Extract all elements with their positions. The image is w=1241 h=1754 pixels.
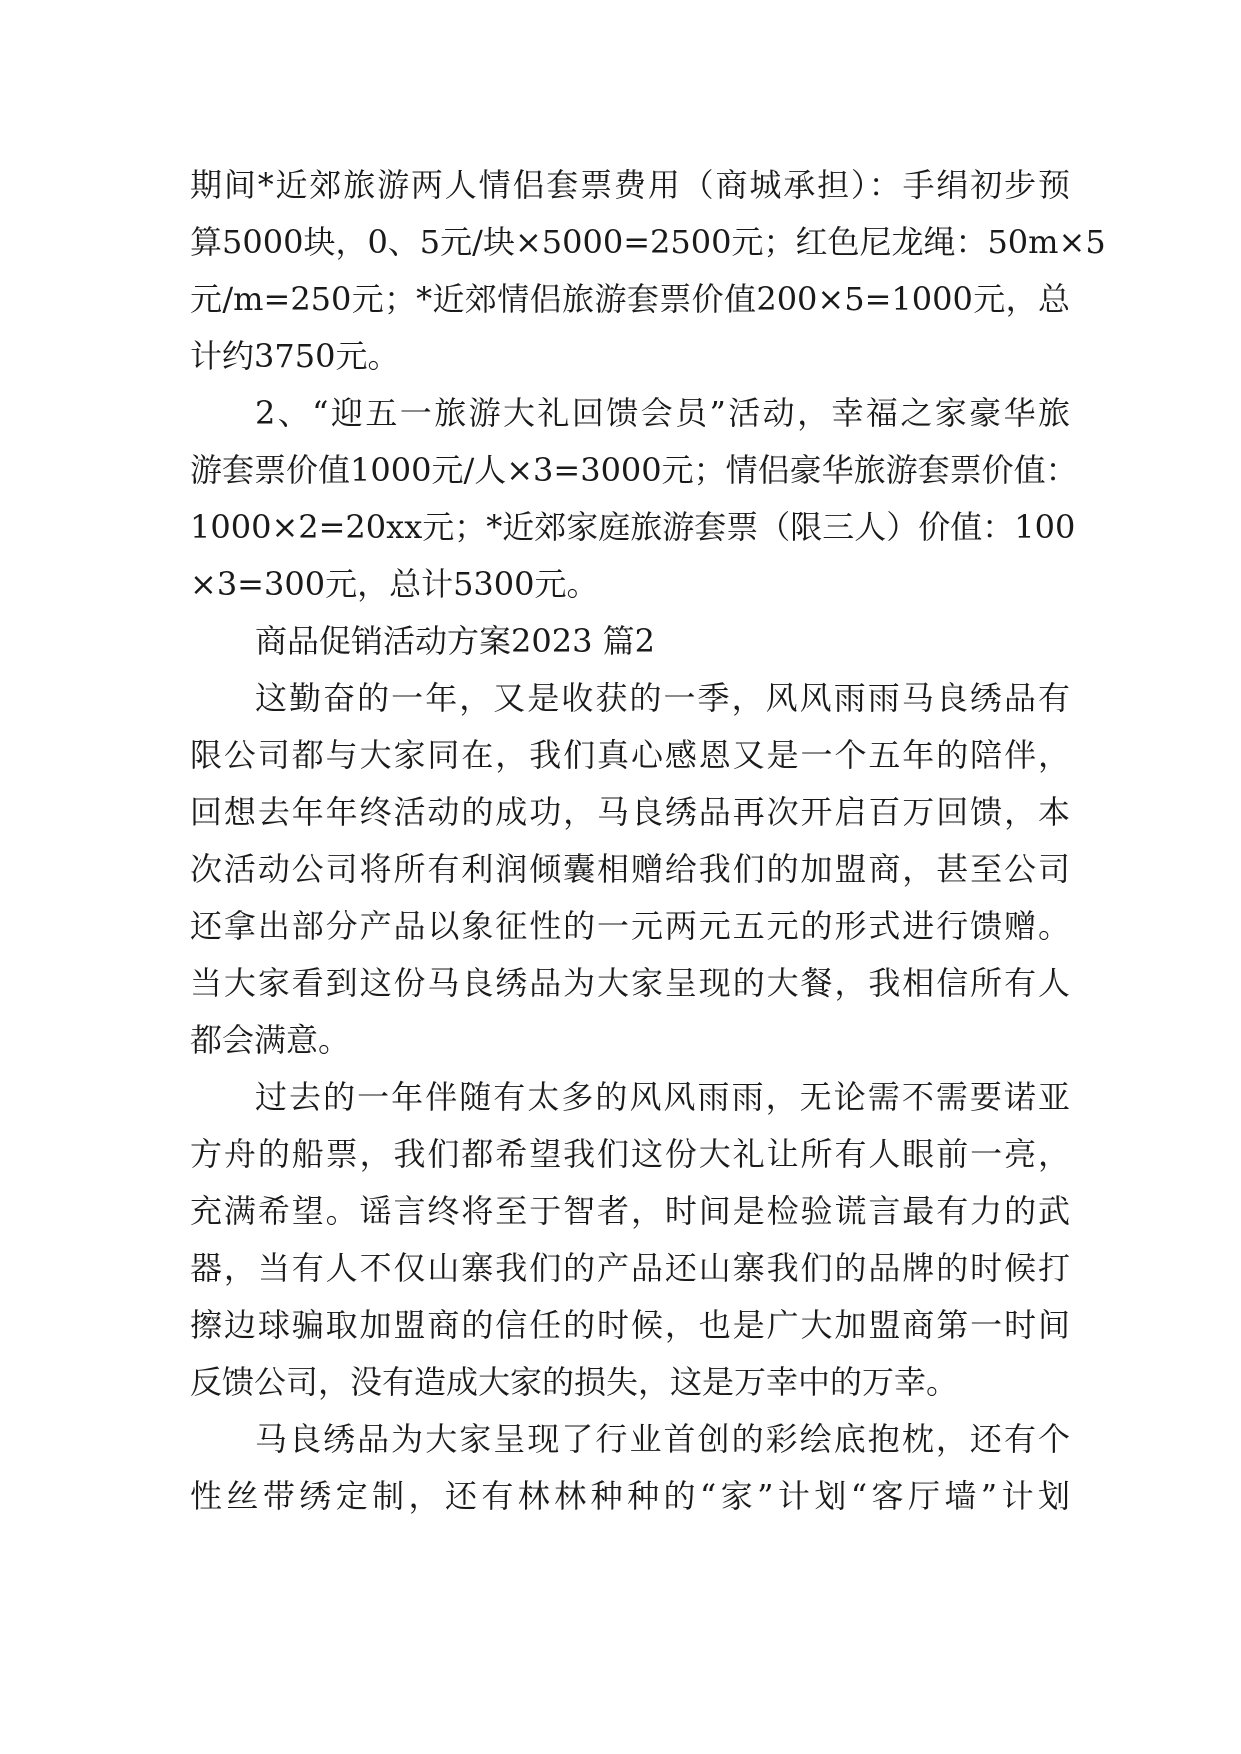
text-line: 这勤奋的一年，又是收获的一季，风风雨雨马良绣品有 xyxy=(255,679,1070,717)
text-line: 方舟的船票，我们都希望我们这份大礼让所有人眼前一亮， xyxy=(190,1135,1070,1173)
text-line: 游套票价值1000元/人×3=3000元；情侣豪华旅游套票价值： xyxy=(190,451,1078,489)
text-line: 擦边球骗取加盟商的信任的时候，也是广大加盟商第一时间 xyxy=(190,1306,1070,1344)
text-line: ×3=300元，总计5300元。 xyxy=(190,565,599,603)
text-line: 算5000块，0、5元/块×5000=2500元；红色尼龙绳：50m×5 xyxy=(190,223,1106,261)
text-line: 过去的一年伴随有太多的风风雨雨，无论需不需要诺亚 xyxy=(255,1078,1070,1116)
text-line: 器，当有人不仅山寨我们的产品还山寨我们的品牌的时候打 xyxy=(190,1249,1070,1287)
text-line: 还拿出部分产品以象征性的一元两元五元的形式进行馈赠。 xyxy=(190,907,1070,945)
text-line: 回想去年年终活动的成功，马良绣品再次开启百万回馈，本 xyxy=(190,793,1070,831)
text-line: 2、“迎五一旅游大礼回馈会员”活动，幸福之家豪华旅 xyxy=(255,394,1070,432)
text-line: 限公司都与大家同在，我们真心感恩又是一个五年的陪伴， xyxy=(190,736,1070,774)
text-line: 1000×2=20xx元；*近郊家庭旅游套票（限三人）价值：100 xyxy=(190,508,1076,546)
text-line: 马良绣品为大家呈现了行业首创的彩绘底抱枕，还有个 xyxy=(255,1420,1070,1458)
text-line: 都会满意。 xyxy=(190,1021,351,1059)
text-line: 期间*近郊旅游两人情侣套票费用（商城承担）：手绢初步预 xyxy=(190,166,1070,204)
section-heading: 商品促销活动方案2023 篇2 xyxy=(255,622,655,660)
text-line: 性丝带绣定制，还有林林种种的“家”计划“客厅墙”计划 xyxy=(190,1477,1070,1515)
text-line: 当大家看到这份马良绣品为大家呈现的大餐，我相信所有人 xyxy=(190,964,1070,1002)
text-line: 反馈公司，没有造成大家的损失，这是万幸中的万幸。 xyxy=(190,1363,959,1401)
text-line: 元/m=250元；*近郊情侣旅游套票价值200×5=1000元，总 xyxy=(190,280,1070,318)
text-line: 充满希望。谣言终将至于智者，时间是检验谎言最有力的武 xyxy=(190,1192,1070,1230)
text-line: 计约3750元。 xyxy=(190,337,400,375)
text-line: 次活动公司将所有利润倾囊相赠给我们的加盟商，甚至公司 xyxy=(190,850,1070,888)
